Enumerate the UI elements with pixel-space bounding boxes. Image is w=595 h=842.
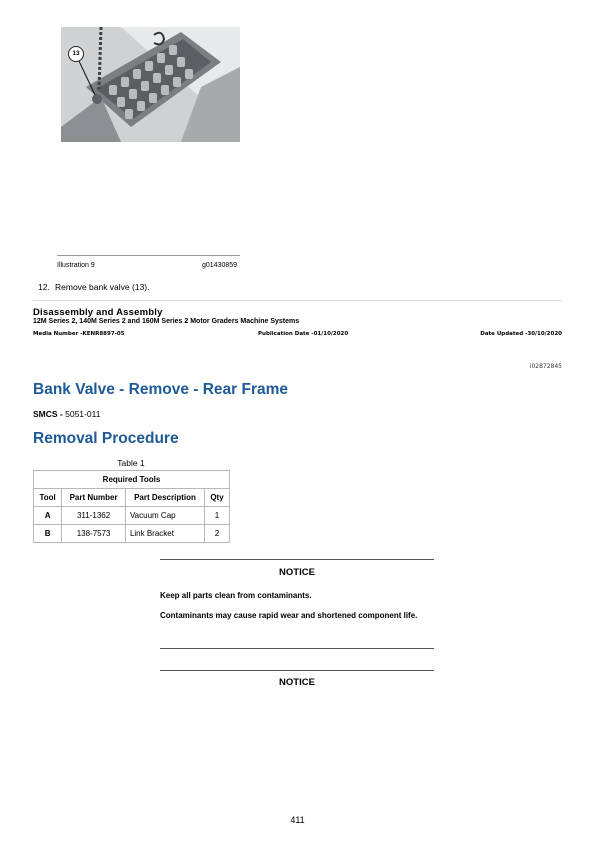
publication-date: Publication Date -01/10/2020 — [258, 331, 349, 337]
media-number: Media Number -KENR8897-05 — [33, 331, 125, 337]
callout-badge: 13 — [68, 46, 84, 62]
table-row — [34, 525, 230, 543]
cell-tool: A — [34, 507, 62, 525]
cell-tool: B — [34, 525, 62, 543]
cell-part-description: Link Bracket — [125, 525, 204, 543]
date-updated: Date Updated -30/10/2020 — [480, 331, 562, 337]
notice-bottom-rule — [160, 648, 434, 649]
cell-qty: 2 — [205, 525, 230, 543]
section-divider — [33, 300, 562, 301]
table-caption: Table 1 — [117, 458, 145, 468]
smcs-line — [33, 409, 100, 419]
notice-paragraph-2: Contaminants may cause rapid wear and shortened component life. — [160, 611, 418, 620]
illustration-label: Illustration 9 — [57, 262, 95, 269]
required-tools-table — [33, 470, 230, 543]
smcs-value: 5051-011 — [65, 409, 101, 419]
caption-rule — [57, 255, 240, 256]
cell-part-number: 138-7573 — [62, 525, 126, 543]
col-header-part-number: Part Number — [62, 489, 126, 507]
notice-2-heading: NOTICE — [279, 677, 315, 688]
page-number: 411 — [290, 815, 305, 825]
notice-paragraph-1: Keep all parts clean from contaminants. — [160, 591, 312, 600]
notice-2-top-rule — [160, 670, 434, 671]
doc-subtitle: 12M Series 2, 140M Series 2 and 160M Series 2 Motor Graders Machine Systems — [33, 318, 300, 325]
cell-qty: 1 — [205, 507, 230, 525]
notice-heading: NOTICE — [279, 567, 315, 578]
doc-id: i02872845 — [529, 363, 562, 370]
illustration-photo — [61, 27, 240, 142]
bank-valve-photo — [61, 27, 240, 142]
procedure-title: Removal Procedure — [33, 430, 179, 447]
cell-part-description: Vacuum Cap — [125, 507, 204, 525]
page-title: Bank Valve - Remove - Rear Frame — [33, 381, 289, 398]
doc-title: Disassembly and Assembly — [33, 307, 163, 318]
step-number: 12. — [38, 282, 50, 292]
cell-part-number: 311-1362 — [62, 507, 126, 525]
table-row — [34, 507, 230, 525]
col-header-qty: Qty — [205, 489, 230, 507]
table-title: Required Tools — [34, 471, 230, 489]
notice-top-rule — [160, 559, 434, 560]
smcs-label: SMCS - — [33, 409, 63, 419]
step-text: Remove bank valve (13). — [55, 282, 150, 292]
col-header-part-description: Part Description — [125, 489, 204, 507]
col-header-tool: Tool — [34, 489, 62, 507]
illustration-code: g01430859 — [202, 262, 238, 269]
